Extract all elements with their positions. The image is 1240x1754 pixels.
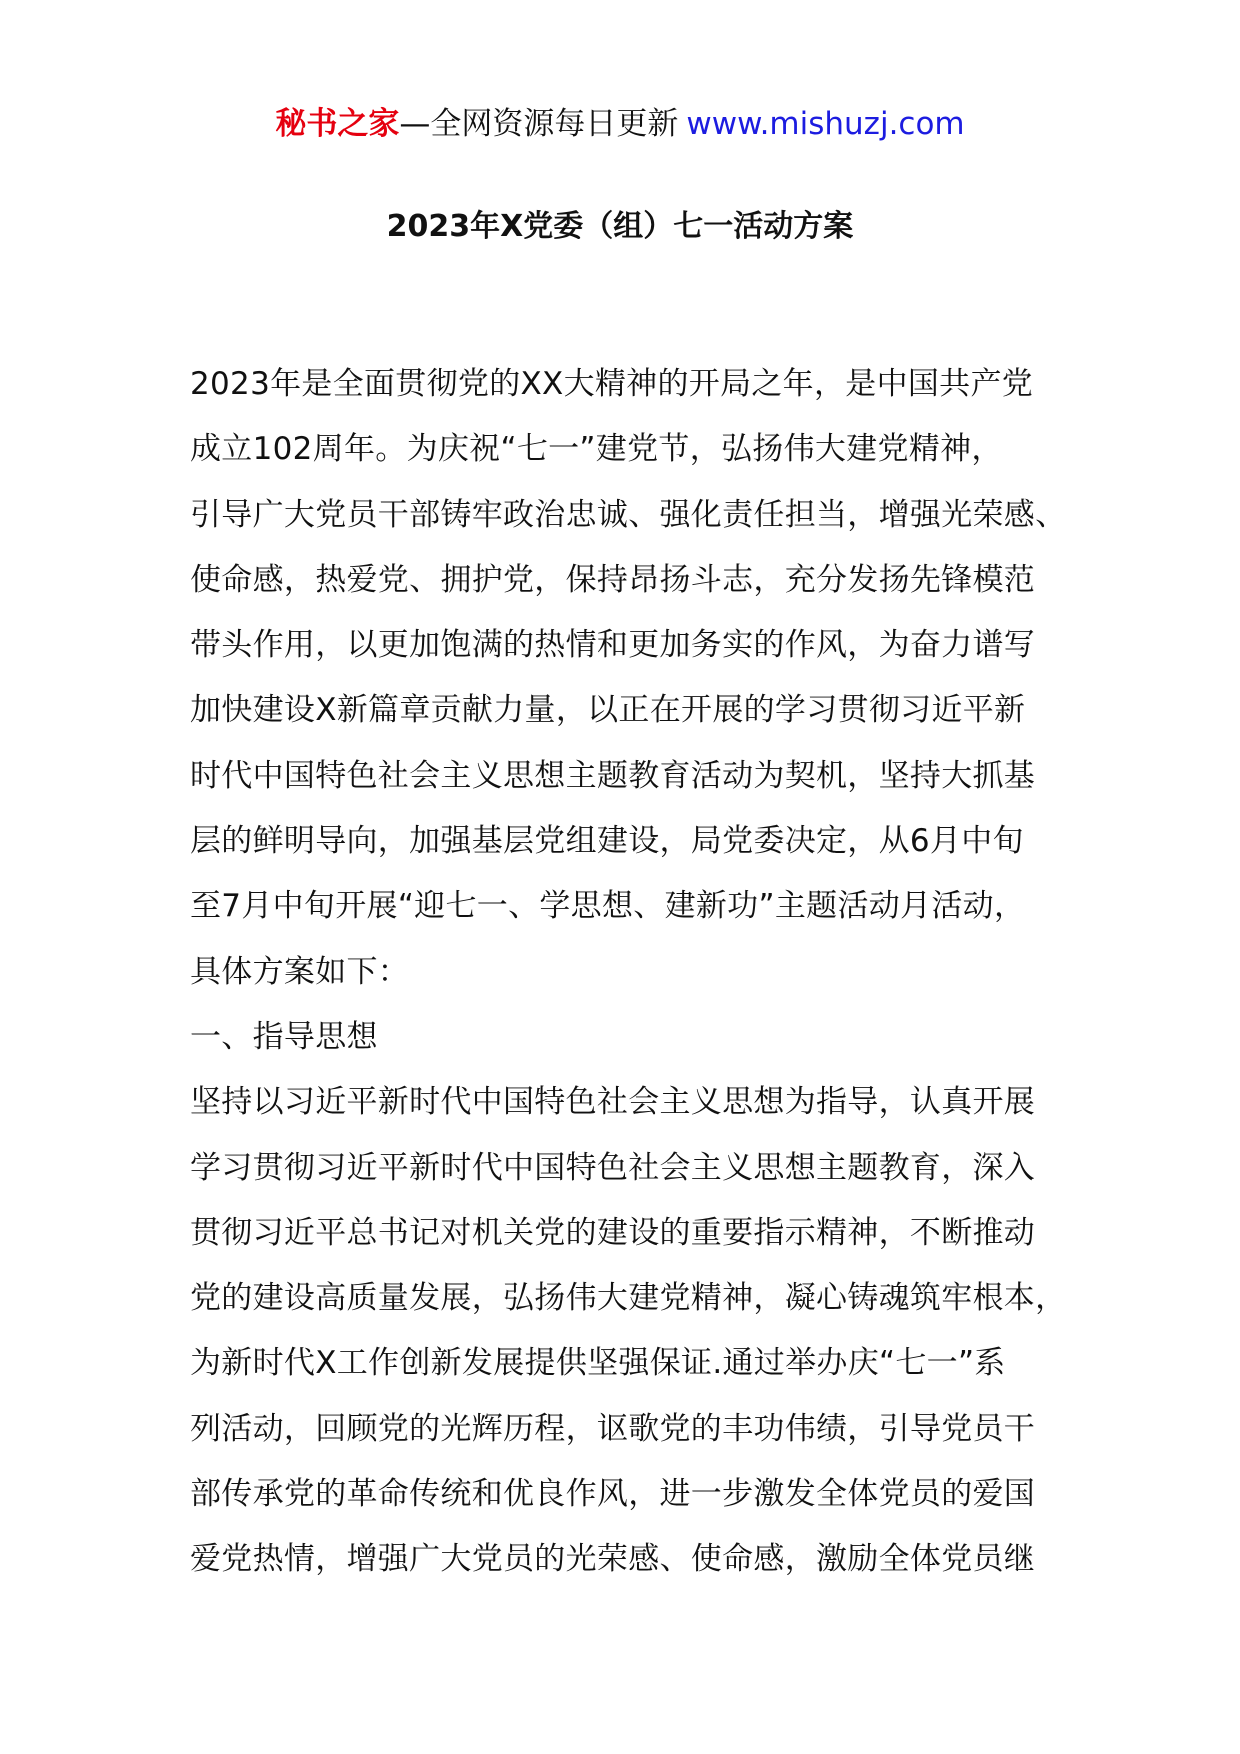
section-heading: 一、指导思想 xyxy=(190,1018,378,1055)
body-line: 贯彻习近平总书记对机关党的建设的重要指示精神，不断推动 xyxy=(190,1214,1036,1251)
body-line: 使命感，热爱党、拥护党，保持昂扬斗志，充分发扬先锋模范 xyxy=(190,561,1036,598)
body-line: 加快建设X新篇章贡献力量，以正在开展的学习贯彻习近平新 xyxy=(190,692,1026,729)
body-line: 2023年是全面贯彻党的XX大精神的开局之年，是中国共产党 xyxy=(190,366,1034,402)
body-line: 列活动，回顾党的光辉历程，讴歌党的丰功伟绩，引导党员干 xyxy=(190,1410,1036,1447)
body-line: 坚持以习近平新时代中国特色社会主义思想为指导，认真开展 xyxy=(190,1084,1036,1121)
body-line: 引导广大党员干部铸牢政治忠诚、强化责任担当，增强光荣感、 xyxy=(190,496,1067,533)
body-line: 层的鲜明导向，加强基层党组建设，局党委决定，从6月中旬 xyxy=(190,823,1024,860)
document-title: 2023年X党委（组）七一活动方案 xyxy=(386,209,854,244)
body-line: 为新时代X工作创新发展提供坚强保证.通过举办庆“七一”系 xyxy=(190,1345,1006,1382)
body-line: 爱党热情，增强广大党员的光荣感、使命感，激励全体党员继 xyxy=(190,1541,1036,1578)
body-line: 至7月中旬开展“迎七一、学思想、建新功”主题活动月活动， xyxy=(190,888,1026,925)
site-tagline: —全网资源每日更新 xyxy=(399,106,679,142)
site-brand: 秘书之家 xyxy=(275,106,400,142)
body-line: 具体方案如下： xyxy=(190,953,410,990)
body-line: 时代中国特色社会主义思想主题教育活动为契机，坚持大抓基 xyxy=(190,757,1036,794)
body-line: 学习贯彻习近平新时代中国特色社会主义思想主题教育，深入 xyxy=(190,1149,1036,1186)
body-line: 部传承党的革命传统和优良作风，进一步激发全体党员的爱国 xyxy=(190,1476,1036,1513)
body-line: 带头作用，以更加饱满的热情和更加务实的作风，为奋力谱写 xyxy=(190,627,1036,664)
site-url-link[interactable]: www.mishuzj.com xyxy=(686,106,965,142)
site-header xyxy=(0,102,1240,146)
document-body xyxy=(190,352,1110,1593)
body-line: 成立102周年。为庆祝“七一”建党节，弘扬伟大建党精神， xyxy=(190,431,1003,468)
body-line: 党的建设高质量发展，弘扬伟大建党精神，凝心铸魂筑牢根本， xyxy=(190,1280,1067,1317)
